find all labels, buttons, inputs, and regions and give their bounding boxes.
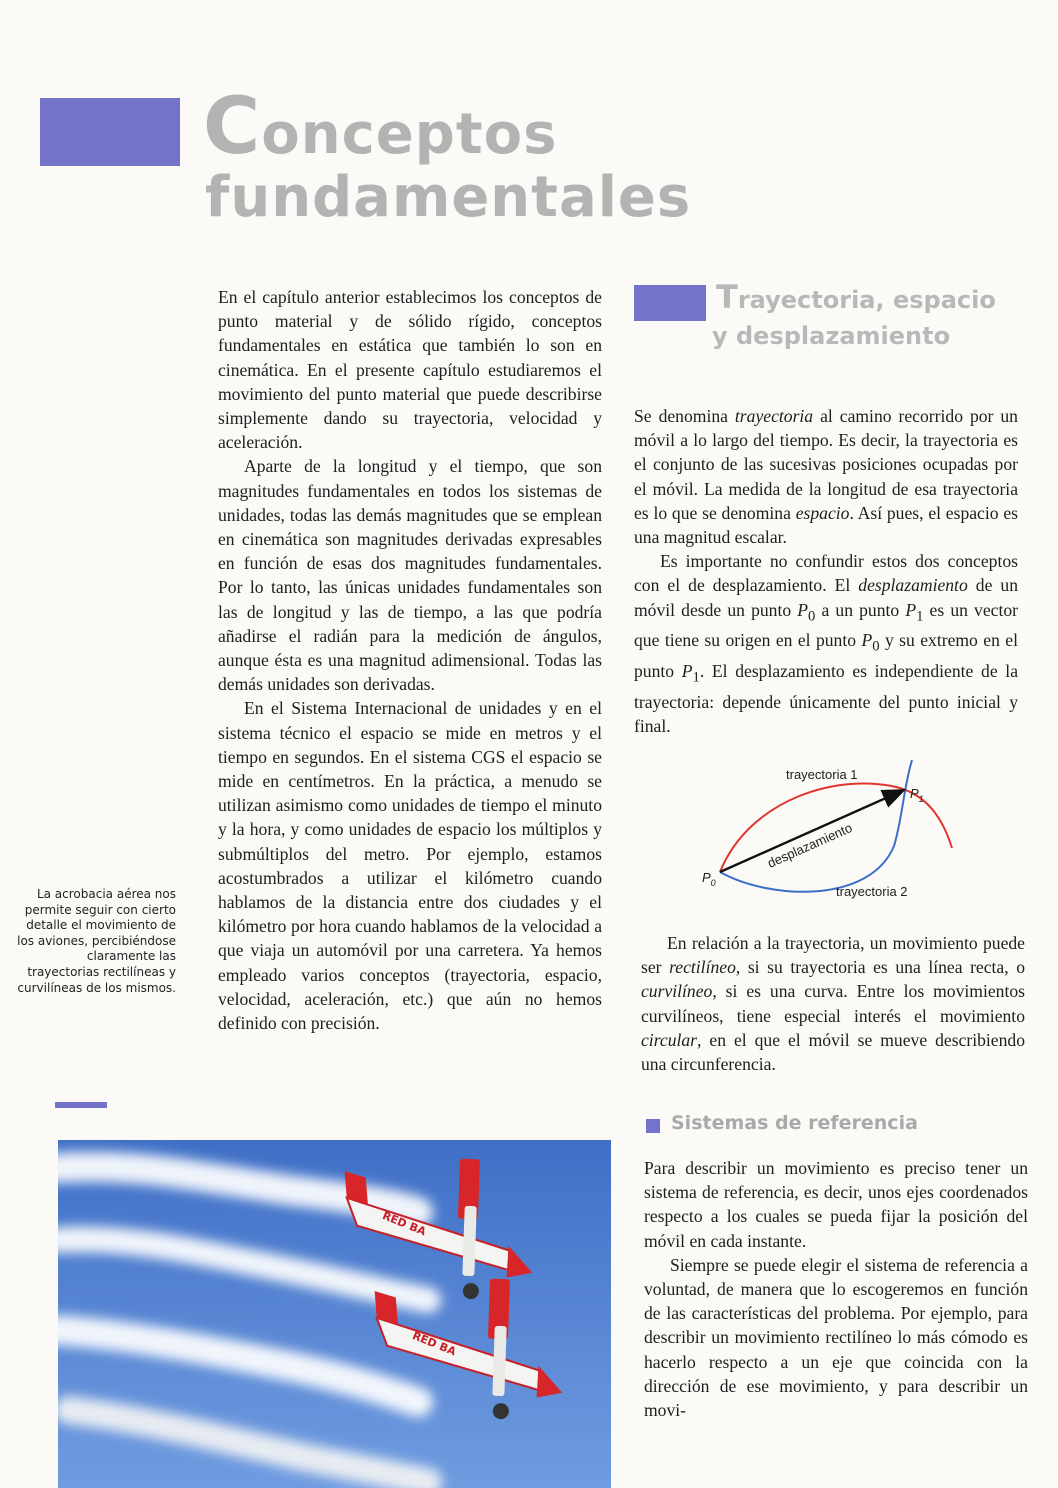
paragraph: En el Sistema Internacional de unidades y en el sistema técnico el espacio se mide en metros y el tiempo en segundos. En el sistema CGS el espacio se mide en centímetros. En la práctica, a menudo se utilizan asimismo como unidades de tiempo el minuto y la hora, y como unidades de espacio los múltiplos y submúltiplos del metro. Por ejemplo, estamos acostumbrados a utilizar el kilómetro cuando hablamos de la distancia entre dos ciudades y el kilómetro por hora cuando hablamos de la velocidad a que viaja un automóvil por una carretera. Ya hemos empleado varios conceptos (trayectoria, espacio, velocidad, aceleración, etc.) que aún no hemos definido con precisión. [218, 698, 602, 1034]
plane-2-lettering: RED BA [410, 1329, 458, 1359]
label-p0: $P_0$ [702, 870, 716, 888]
subsection-title: Sistemas de referencia [671, 1112, 918, 1134]
label-desplazamiento: desplazamiento [765, 819, 855, 871]
paragraph: Para describir un movimiento es preciso tener un sistema de referencia, es decir, unos ejes coordenados respecto a los cuales se pueda fijar la posición del móvil en cada instante. [644, 1158, 1028, 1251]
right-column-middle [641, 931, 1025, 1076]
right-column-bottom [644, 1156, 1028, 1422]
left-column [218, 285, 602, 1035]
paragraph: Aparte de la longitud y el tiempo, que son magnitudes fundamentales en todos los sistemas de unidades, todas las demás magnitudes que se emplean en cinemática son magnitudes derivadas expresables en función de esas dos magnitudes fundamentales. Por lo tanto, las únicas unidades fundamentales son las de longitud y las de tiempo, a las que podría añadirse el radián para la medición de ángulos, aunque ésta es una magnitud adimensional. Todas las demás unidades son derivadas. [218, 456, 602, 695]
section-title-line2: y desplazamiento [712, 322, 951, 350]
photo-caption: La acrobacia aérea nos permite seguir con cierto detalle el movimiento de los aviones, percibiéndose claramente las trayectorias rectilíneas y curvilíneas de los mismos. [17, 887, 176, 995]
label-p1: $P_1$ [910, 786, 924, 804]
subsection-bullet [646, 1119, 660, 1133]
chapter-accent-block [40, 98, 180, 166]
paragraph-trayectoria: Se denomina trayectoria al camino recorrido por un móvil a lo largo del tiempo. Es decir, la trayectoria es el conjunto de las sucesivas posiciones ocupadas por el móvil. La medida de la longitud de esa trayectoria es lo que se denomina espacio. Así pues, el espacio es una magnitud escalar. [634, 406, 1018, 548]
airplanes-illustration [58, 1140, 611, 1488]
section-accent-block [634, 285, 706, 321]
section-title-line1: Trayectoria, espacio [716, 278, 996, 316]
right-column-top [634, 404, 1018, 738]
chapter-title-line1: Conceptos [203, 82, 558, 172]
plane-1-lettering: RED BA [380, 1209, 428, 1239]
trajectory-diagram [690, 758, 980, 910]
paragraph: En el capítulo anterior establecimos los conceptos de punto material y de sólido rígido, conceptos fundamentales en estática que también lo son en cinemática. En el presente capítulo estudiaremos el movimiento del punto material que puede describirse simplemente dando su trayectoria, velocidad y aceleración. [218, 287, 602, 453]
label-trayectoria-2: trayectoria 2 [836, 884, 908, 899]
caption-accent-bar [55, 1102, 107, 1108]
chapter-title-line2: fundamentales [205, 165, 692, 230]
paragraph-desplazamiento: Es importante no confundir estos dos conceptos con el de desplazamiento. El desplazamiento de un móvil desde un punto $P_0$ a un punto $P_1$ es un vector que tiene su origen en el punto $P_0$ y su extremo en el punto $P_1$. El desplazamiento es independiente de la trayectoria: depende únicamente del punto inicial y final. [634, 551, 1018, 736]
label-trayectoria-1: trayectoria 1 [786, 767, 858, 782]
airplanes-photo [58, 1140, 611, 1488]
paragraph: Siempre se puede elegir el sistema de referencia a voluntad, de manera que lo escogeremos en función de las características del problema. Por ejemplo, para describir un movimiento rectilíneo lo más cómodo es hacerlo respecto a un eje que coincida con la dirección de ese movimiento, y para describir un movi- [644, 1254, 1028, 1421]
paragraph-tipos-movimiento: En relación a la trayectoria, un movimiento puede ser rectilíneo, si su trayectoria es una línea recta, o curvilíneo, si es una curva. Entre los movimientos curvilíneos, tiene especial interés el movimiento circular, en el que el móvil se mueve describiendo una circunferencia. [641, 933, 1026, 1075]
